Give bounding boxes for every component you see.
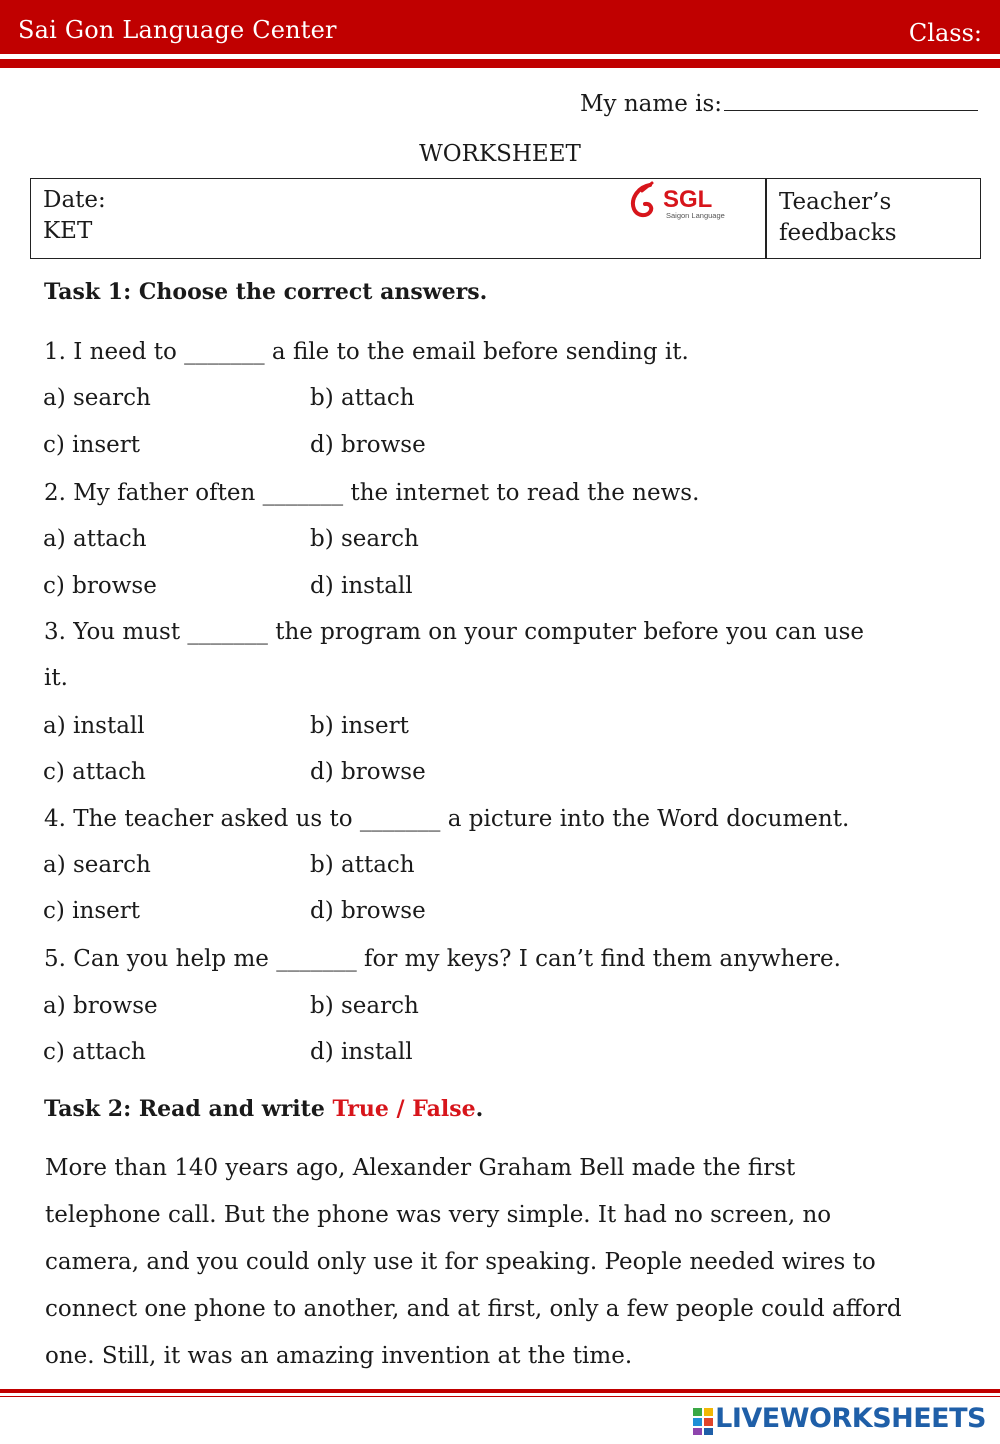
option-4d[interactable]: d) browse [310, 898, 426, 924]
name-blank[interactable] [724, 90, 978, 111]
feedback-line: Teacher’s [779, 189, 892, 215]
question-3: 3. You must _______ the program on your computer before you can use [44, 619, 864, 645]
option-1c[interactable]: c) insert [43, 432, 140, 458]
option-2a[interactable]: a) attach [43, 526, 147, 552]
question-4: 4. The teacher asked us to _______ a picture into the Word document. [44, 806, 850, 832]
passage-line: camera, and you could only use it for speaking. People needed wires to [45, 1249, 876, 1275]
feedback-line: feedbacks [779, 220, 897, 246]
task2-title-prefix: Task 2: Read and write [44, 1096, 333, 1122]
option-1d[interactable]: d) browse [310, 432, 426, 458]
box-divider [765, 179, 767, 258]
liveworksheets-brand[interactable]: LIVEWORKSHEETS [715, 1403, 986, 1434]
date-label: Date: [43, 187, 106, 213]
worksheet-title: WORKSHEET [419, 141, 581, 167]
option-4a[interactable]: a) search [43, 852, 151, 878]
logo-subtext: Saigon Language [666, 211, 725, 220]
sgl-logo-icon [628, 179, 738, 225]
task2-title-highlight: True / False [332, 1096, 476, 1122]
option-3b[interactable]: b) insert [310, 713, 409, 739]
option-3a[interactable]: a) install [43, 713, 145, 739]
task2-title [44, 1096, 483, 1122]
header-rule [0, 59, 1000, 68]
option-5a[interactable]: a) browse [43, 993, 158, 1019]
class-label: Class: [908, 19, 982, 47]
option-5c[interactable]: c) attach [43, 1039, 146, 1065]
option-2b[interactable]: b) search [310, 526, 419, 552]
passage-line: More than 140 years ago, Alexander Graham Bell made the first [45, 1155, 796, 1181]
question-3-continued: it. [44, 665, 68, 691]
task2-title-suffix: . [475, 1096, 484, 1122]
question-1: 1. I need to _______ a file to the email before sending it. [44, 339, 689, 365]
liveworksheets-icon [692, 1406, 714, 1436]
footer-rule-thin [0, 1396, 1000, 1397]
passage-line: connect one phone to another, and at first, only a few people could afford [45, 1296, 902, 1322]
option-1a[interactable]: a) search [43, 385, 151, 411]
option-3c[interactable]: c) attach [43, 759, 146, 785]
option-1b[interactable]: b) attach [310, 385, 415, 411]
name-label: My name is: [580, 91, 723, 117]
option-5b[interactable]: b) search [310, 993, 419, 1019]
option-5d[interactable]: d) install [310, 1039, 413, 1065]
logo-text: SGL [663, 186, 713, 213]
option-4b[interactable]: b) attach [310, 852, 415, 878]
header-bar [0, 0, 1000, 54]
center-name: Sai Gon Language Center [18, 16, 337, 44]
option-2c[interactable]: c) browse [43, 573, 157, 599]
info-box [30, 178, 981, 259]
reading-passage [45, 1145, 985, 1380]
question-5: 5. Can you help me _______ for my keys? I can’t find them anywhere. [44, 946, 841, 972]
teacher-feedback-label [779, 187, 897, 249]
footer-rule [0, 1389, 1000, 1393]
level-label: KET [43, 218, 93, 244]
question-2: 2. My father often _______ the internet to read the news. [44, 480, 700, 506]
option-2d[interactable]: d) install [310, 573, 413, 599]
passage-line: telephone call. But the phone was very simple. It had no screen, no [45, 1202, 832, 1228]
task1-title: Task 1: Choose the correct answers. [44, 279, 488, 305]
option-4c[interactable]: c) insert [43, 898, 140, 924]
student-name-field [580, 90, 978, 117]
passage-line: one. Still, it was an amazing invention at the time. [45, 1343, 633, 1369]
option-3d[interactable]: d) browse [310, 759, 426, 785]
